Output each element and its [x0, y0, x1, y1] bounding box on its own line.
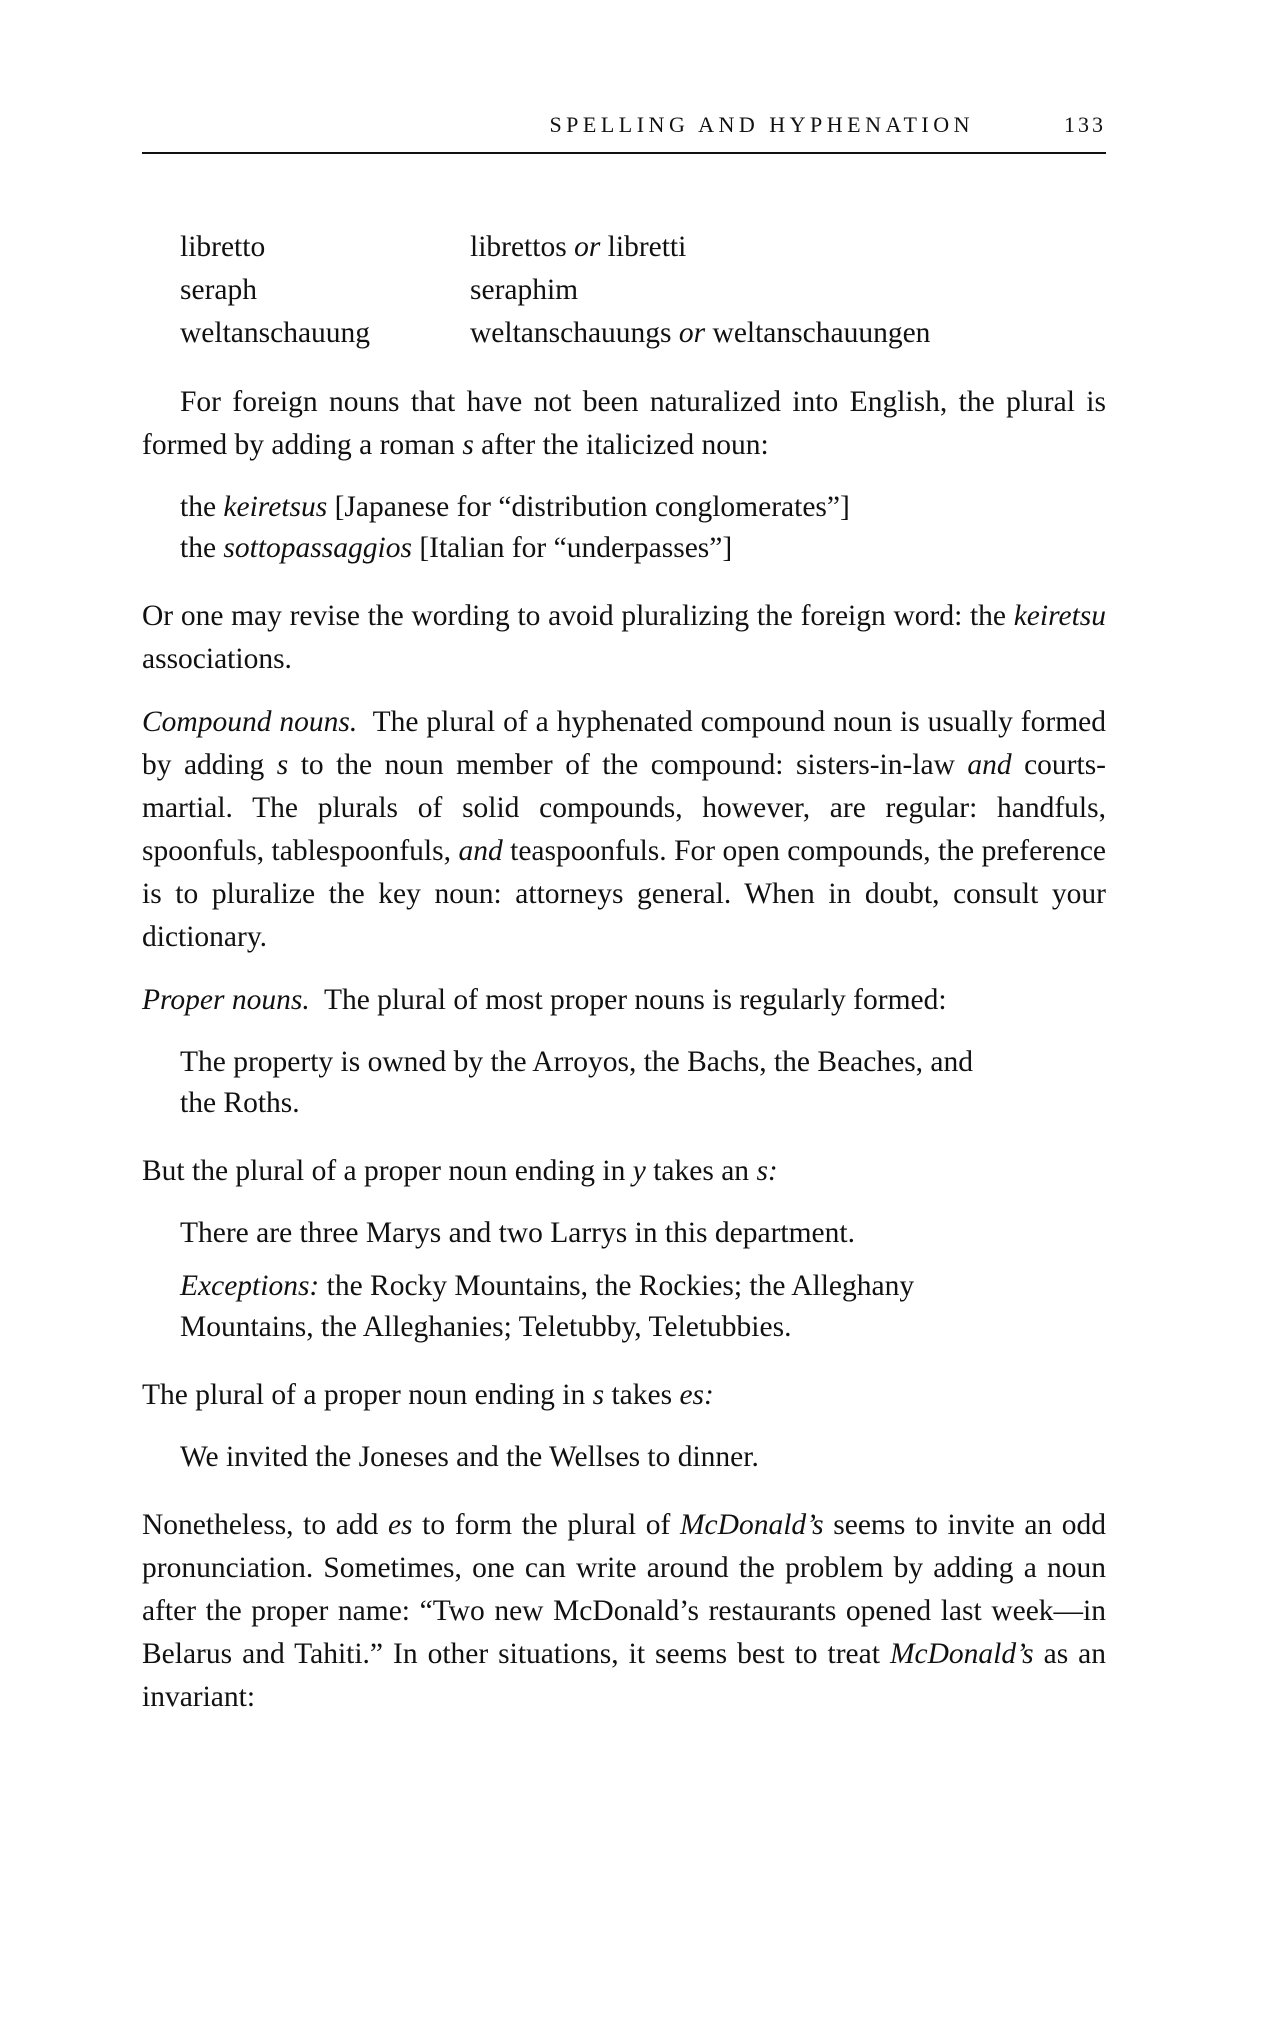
proper-nouns-intro: Proper nouns. The plural of most proper nouns is regularly formed: [142, 984, 947, 1016]
page-number: 133 [1064, 112, 1106, 137]
singular-form: seraph [180, 274, 257, 306]
running-head [142, 112, 1106, 154]
proper-example [180, 1042, 1106, 1124]
s-rule-paragraph: The plural of a proper noun ending in s takes es: [142, 1379, 714, 1411]
mcdonalds-paragraph: Nonetheless, to add es to form the plural of McDonald’s seems to invite an odd pronunciation. Sometimes, one can write around the problem by adding a noun after the proper name: “Two new McDonald’s restaurants opened last week—in Belarus and Tahiti.” In other situations, it seems best to treat McDonald’s as an invariant: [142, 1509, 1107, 1713]
singular-form: weltanschauung [180, 317, 371, 349]
example-line: the Roths. [180, 1087, 300, 1119]
example-line: We invited the Joneses and the Wellses to dinner. [180, 1441, 759, 1473]
plurals-row [180, 269, 1106, 312]
plurals-table [180, 226, 1106, 355]
example-line: The property is owned by the Arroyos, the Bachs, the Beaches, and [180, 1046, 974, 1078]
compound-nouns-paragraph: Compound nouns. The plural of a hyphenated compound noun is usually formed by adding s to the noun member of the compound: sisters-in-law and courts-martial. The plurals of solid compounds, however, are regular: handfuls, spoonfuls, tablespoonfuls, and teaspoonfuls. For open compounds, the preference is to pluralize the key noun: attorneys general. When in doubt, consult your dictionary. [142, 706, 1107, 953]
section-label: Compound nouns. [142, 706, 358, 738]
plural-form: librettos or libretti [470, 231, 687, 263]
y-rule-examples [180, 1213, 1106, 1348]
example-line: Mountains, the Alleghanies; Teletubby, Teletubbies. [180, 1311, 792, 1343]
exceptions-line: Exceptions: the Rocky Mountains, the Rockies; the Alleghany [180, 1270, 915, 1302]
revise-paragraph: Or one may revise the wording to avoid pluralizing the foreign word: the keiretsu associations. [142, 600, 1107, 675]
section-label: Proper nouns. [142, 984, 310, 1016]
plural-form: weltanschauungs or weltanschauungen [470, 317, 931, 349]
foreign-examples [180, 487, 1106, 569]
plurals-row [180, 312, 1106, 355]
singular-form: libretto [180, 231, 266, 263]
y-rule-paragraph: But the plural of a proper noun ending in y takes an s: [142, 1155, 778, 1187]
page-body [142, 226, 1106, 1719]
example-line: There are three Marys and two Larrys in this department. [180, 1217, 855, 1249]
plural-form: seraphim [470, 274, 579, 306]
foreign-nouns-paragraph: For foreign nouns that have not been naturalized into English, the plural is formed by adding a roman s after the italicized noun: [142, 386, 1106, 461]
example-line: the sottopassaggios [Italian for “underpasses”] [180, 532, 733, 564]
example-line: the keiretsus [Japanese for “distribution conglomerates”] [180, 491, 850, 523]
s-rule-example [180, 1437, 1106, 1478]
plurals-row [180, 226, 1106, 269]
running-title: SPELLING AND HYPHENATION [549, 112, 974, 137]
